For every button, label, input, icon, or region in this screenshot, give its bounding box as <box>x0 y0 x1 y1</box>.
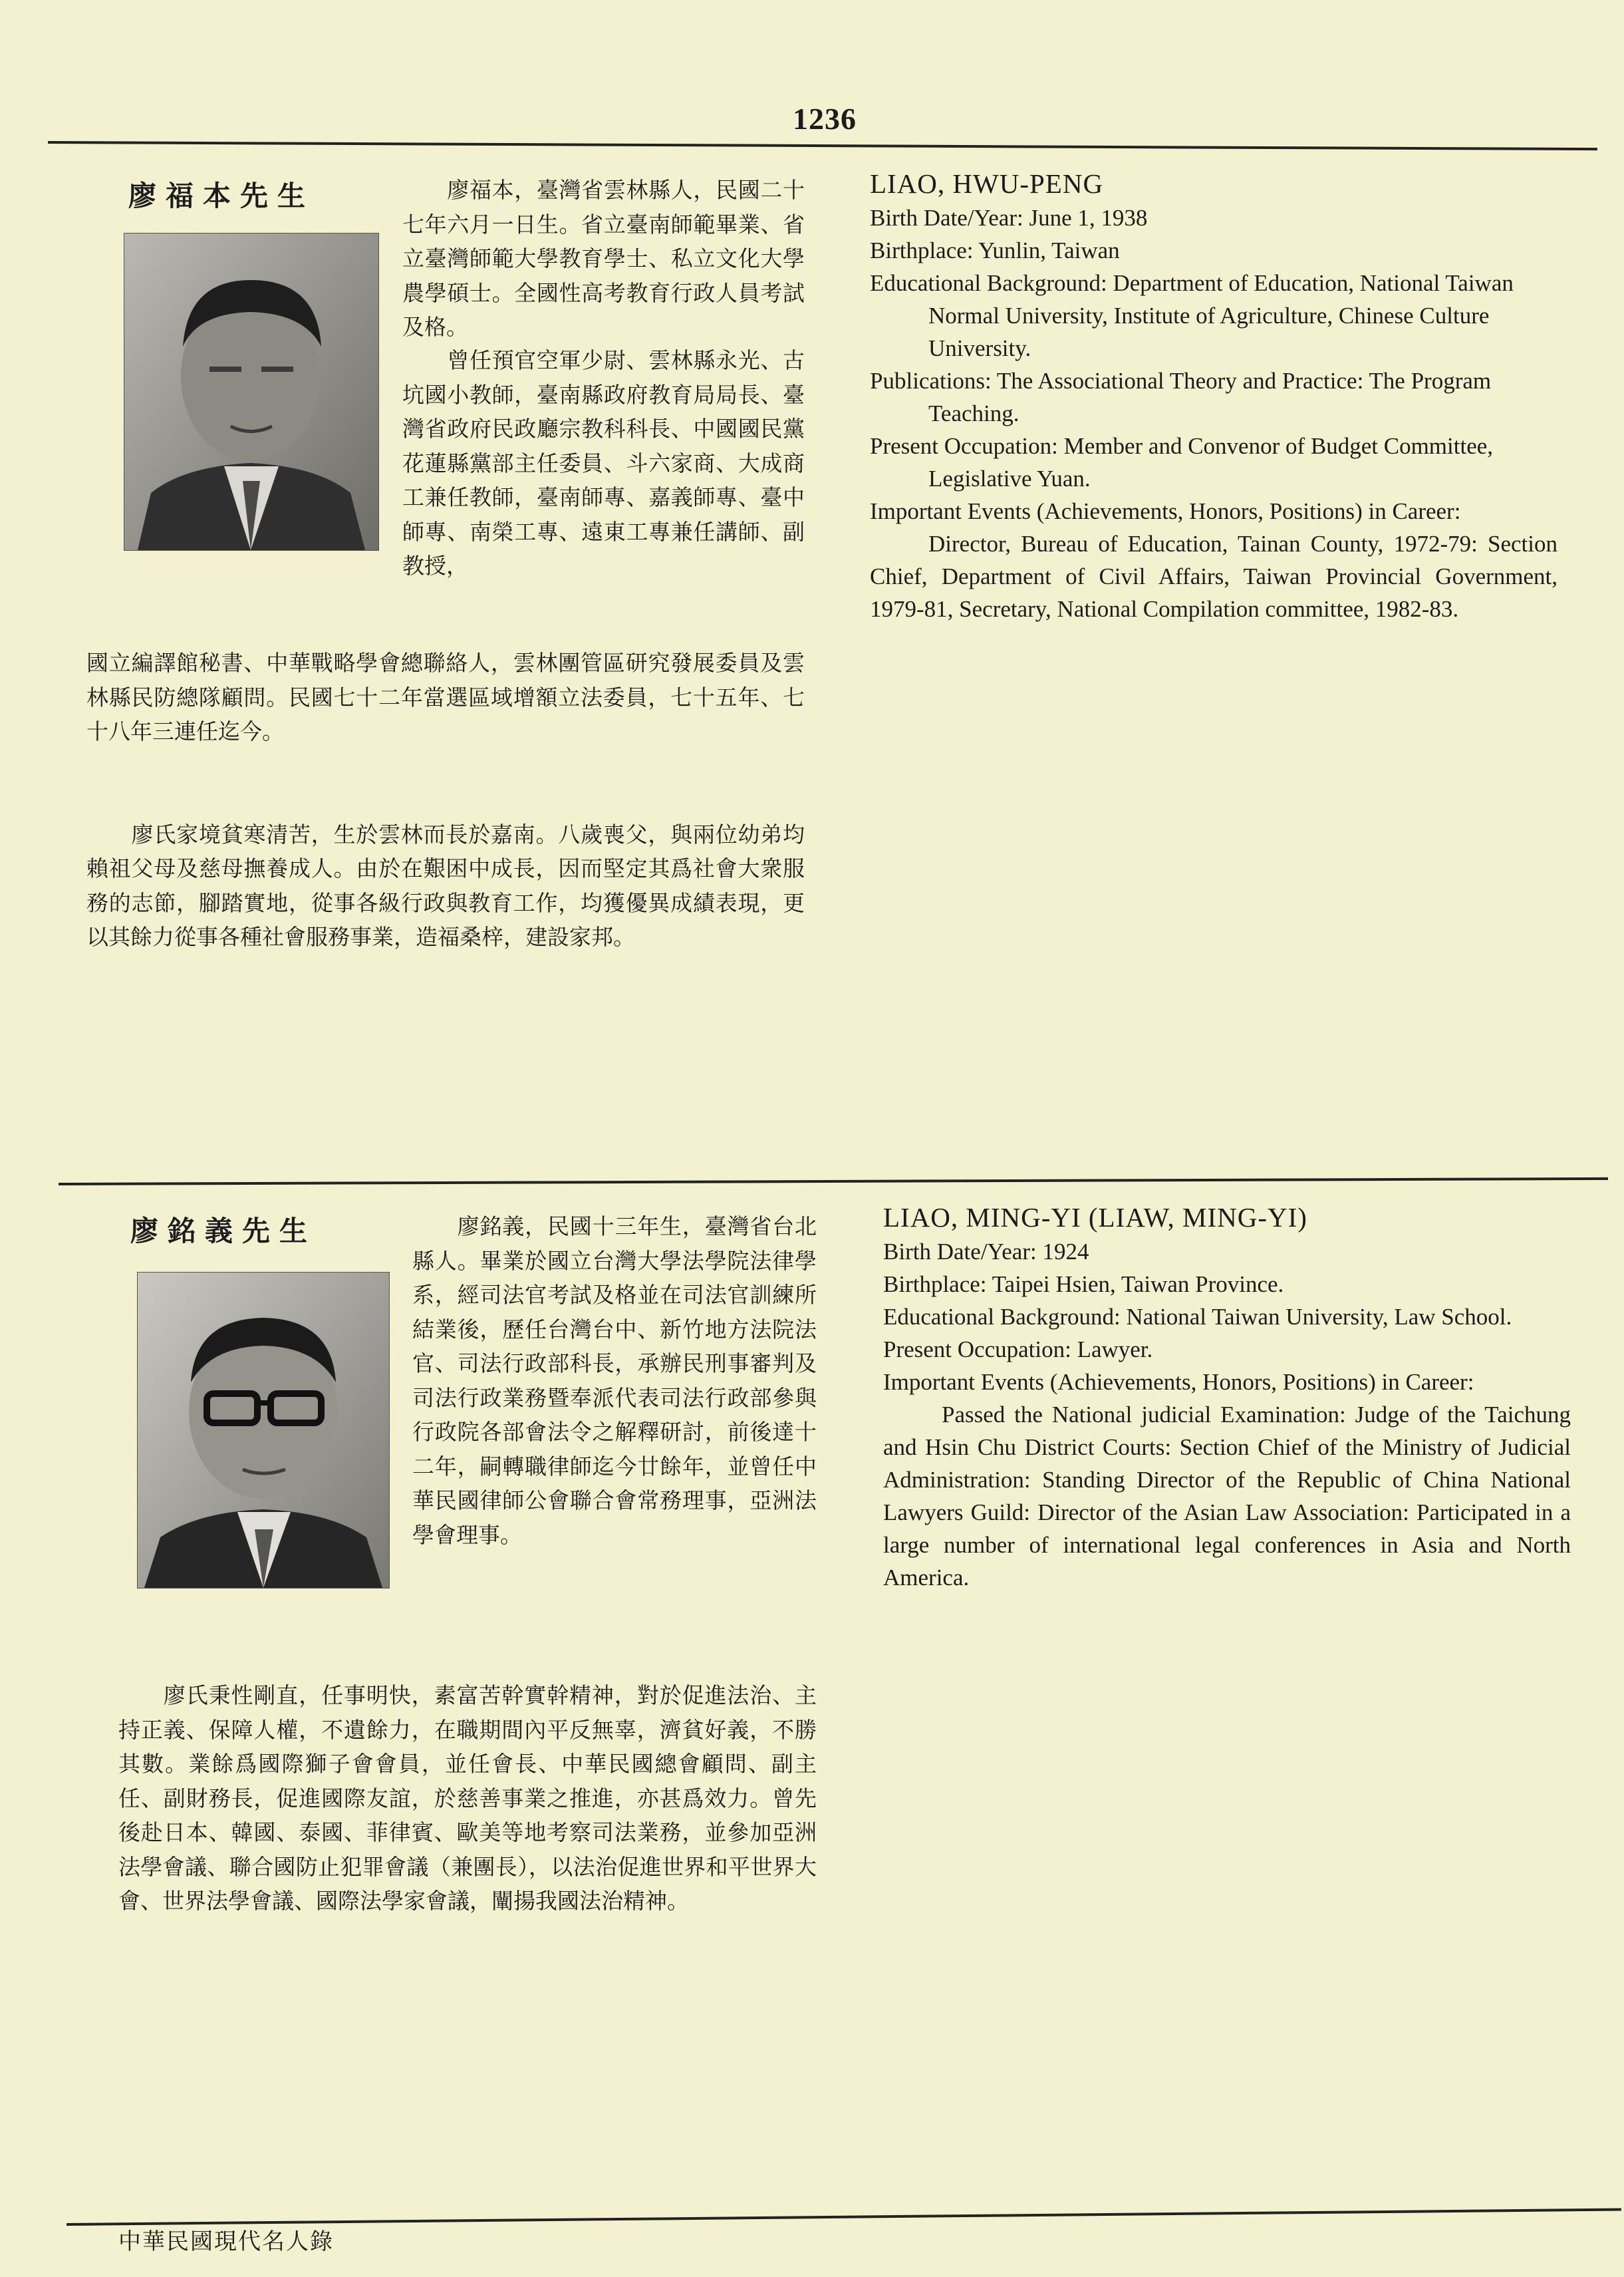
birthplace: Birthplace: Yunlin, Taiwan <box>870 237 1120 263</box>
chinese-biography-para-2-continued <box>86 577 805 1023</box>
section-divider <box>59 1177 1608 1185</box>
chinese-biography-para-2: 曾任預官空軍少尉、雲林縣永光、古坑國小教師，臺南縣政府教育局局長、臺灣省政府民政廳宗教科科長、中國國民黨花蓮縣黨部主任委員、斗六家商、大成商工兼任教師，臺南師專、嘉義師專、臺中師專、南榮工專、遠東工專兼任講師、副教授， <box>402 347 805 579</box>
important-events-label: Important Events (Achievements, Honors, Positions) in Career: <box>870 498 1461 524</box>
chinese-biography-para-2-tail: 國立編譯館秘書、中華戰略學會總聯絡人，雲林團管區研究發展委員及雲林縣民防總隊顧問。民國七十二年當選區域增額立法委員，七十五年、七十八年三連任迄今。 <box>86 650 805 744</box>
birth-date: Birth Date/Year: 1924 <box>883 1239 1089 1265</box>
chinese-biography-para-1: 廖銘義，民國十三年生，臺灣省台北縣人。畢業於國立台灣大學法學院法律學系，經司法官考試及格並在司法官訓練所結業後，歷任台灣台中、新竹地方法院法官、司法行政部科長，承辦民刑事審判及司法行政業務暨奉派代表司法行政部參與行政院各部會法令之解釋研討，前後達十二年，嗣轉職律師迄今廿餘年，並曾任中華民國律師公會聯合會常務理事，亞洲法學會理事。 <box>412 1213 817 1548</box>
birthplace: Birthplace: Taipei Hsien, Taiwan Province. <box>883 1271 1284 1297</box>
important-events: Passed the National judicial Examination: Judge of the Taichung and Hsin Chu District Courts: Section Chief of the Ministry of Judicial Administration: Standing Director of the Republic of China National Lawyers Guild: Director of the Asian Law Association: Participated in a large number of international legal conferences in Asia and North America. <box>883 1402 1571 1591</box>
footer-book-title: 中華民國現代名人錄 <box>118 2228 334 2255</box>
chinese-biography-para-1: 廖福本，臺灣省雲林縣人，民國二十七年六月一日生。省立臺南師範畢業、省立臺灣師範大學教育學士、私立文化大學農學碩士。全國性高考教育行政人員考試及格。 <box>402 177 805 340</box>
present-occupation: Present Occupation: Member and Convenor of Budget Committee, Legislative Yuan. <box>870 433 1494 492</box>
present-occupation: Present Occupation: Lawyer. <box>883 1336 1153 1362</box>
portrait-image <box>124 233 378 550</box>
birth-date: Birth Date/Year: June 1, 1938 <box>870 205 1148 231</box>
page-number: 1236 <box>793 102 857 136</box>
english-biography <box>870 168 1557 625</box>
important-events: Director, Bureau of Education, Tainan County, 1972-79: Section Chief, Department of Civil Affairs, Taiwan Provincial Government, 1979-81, Secretary, National Compilation committee, 1982-83. <box>870 531 1557 622</box>
english-name: LIAO, HWU-PENG <box>870 168 1104 199</box>
important-events-label: Important Events (Achievements, Honors, Positions) in Career: <box>883 1369 1474 1395</box>
portrait-image <box>138 1273 389 1588</box>
chinese-biography-para-3: 廖氏家境貧寒清苦，生於雲林而長於嘉南。八歲喪父，與兩位幼弟均賴祖父母及慈母撫養成人。由於在艱困中成長，因而堅定其爲社會大衆服務的志節，腳踏實地，從事各級行政與教育工作，均獲優異成績表現，更以其餘力從事各種社會服務事業，造福桑梓，建設家邦。 <box>86 821 805 950</box>
chinese-biography-continued <box>118 1610 817 1987</box>
chinese-name-heading: 廖福本先生 <box>128 180 315 212</box>
portrait-photo <box>124 233 379 551</box>
english-biography <box>883 1201 1571 1594</box>
top-rule <box>48 141 1597 150</box>
educational-background: Educational Background: Department of Education, National Taiwan Normal University, Institute of Agriculture, Chinese Culture University. <box>870 270 1514 361</box>
chinese-name-heading: 廖銘義先生 <box>130 1215 317 1247</box>
english-name: LIAO, MING-YI (LIAW, MING-YI) <box>883 1202 1307 1233</box>
educational-background: Educational Background: National Taiwan University, Law School. <box>883 1304 1512 1330</box>
publications: Publications: The Associational Theory and Practice: The Program Teaching. <box>870 368 1492 426</box>
portrait-photo <box>137 1272 390 1589</box>
chinese-biography-para-2: 廖氏秉性剛直，任事明快，素富苦幹實幹精神，對於促進法治、主持正義、保障人權，不遺餘力，在職期間內平反無辜，濟貧好義，不勝其數。業餘爲國際獅子會會員，並任會長、中華民國總會顧問、副主任、副財務長，促進國際友誼，於慈善事業之推進，亦甚爲效力。曾先後赴日本、韓國、泰國、菲律賓、歐美等地考察司法業務，並參加亞洲法學會議、聯合國防止犯罪會議（兼團長），以法治促進世界和平世界大會、世界法學會議、國際法學家會議，闡揚我國法治精神。 <box>118 1682 817 1914</box>
